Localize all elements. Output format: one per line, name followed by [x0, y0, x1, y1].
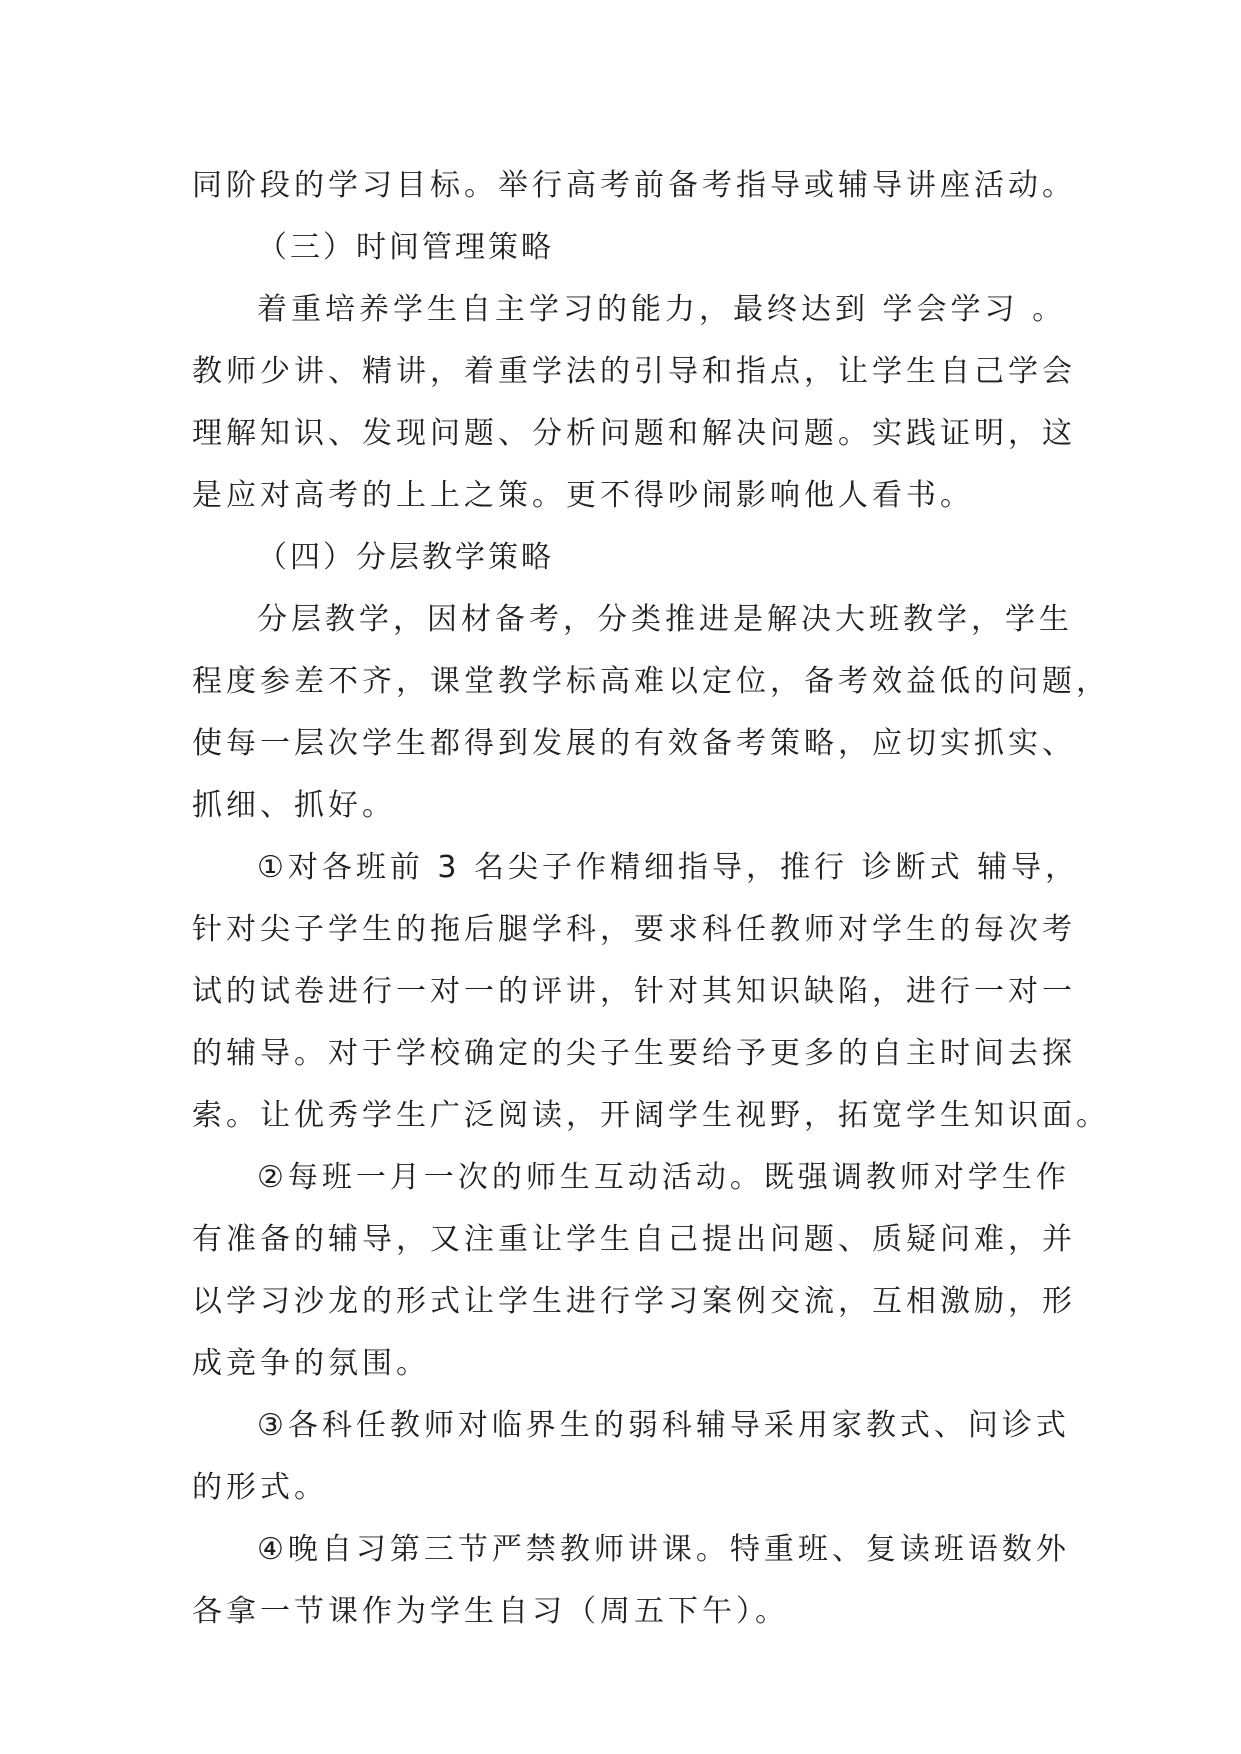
text-line: 成竞争的氛围。	[192, 1346, 430, 1381]
text-line: 使每一层次学生都得到发展的有效备考策略，应切实抓实、	[192, 726, 1076, 761]
text-line: 分层教学，因材备考，分类推进是解决大班教学，学生	[257, 602, 1073, 637]
text-line: 教师少讲、精讲，着重学法的引导和指点，让学生自己学会	[192, 354, 1076, 389]
text-line: 的形式。	[192, 1470, 328, 1505]
text-line: 试的试卷进行一对一的评讲，针对其知识缺陷，进行一对一	[192, 974, 1076, 1009]
text-line: 各拿一节课作为学生自习（周五下午）。	[192, 1594, 789, 1629]
text-line: 理解知识、发现问题、分析问题和解决问题。实践证明，这	[192, 416, 1076, 451]
text-line: 的辅导。对于学校确定的尖子生要给予更多的自主时间去探	[192, 1036, 1076, 1071]
text-line: ②每班一月一次的师生互动活动。既强调教师对学生作	[257, 1160, 1070, 1195]
text-line: 以学习沙龙的形式让学生进行学习案例交流，互相激励，形	[192, 1284, 1076, 1319]
text-line: ①对各班前 3 名尖子作精细指导，推行 诊断式 辅导，	[257, 850, 1080, 885]
text-line: 程度参差不齐，课堂教学标高难以定位，备考效益低的问题，	[192, 664, 1110, 699]
text-line: 有准备的辅导，又注重让学生自己提出问题、质疑问难，并	[192, 1222, 1076, 1257]
text-line: 抓细、抓好。	[192, 788, 396, 823]
text-line: 是应对高考的上上之策。更不得吵闹影响他人看书。	[192, 478, 974, 513]
text-line: 着重培养学生自主学习的能力，最终达到 学会学习 。	[257, 292, 1067, 327]
text-line: ③各科任教师对临界生的弱科辅导采用家教式、问诊式	[257, 1408, 1070, 1443]
section-heading: （四）分层教学策略	[257, 540, 554, 575]
text-line: 同阶段的学习目标。举行高考前备考指导或辅导讲座活动。	[192, 168, 1076, 203]
section-heading: （三）时间管理策略	[257, 230, 554, 265]
text-line: ④晚自习第三节严禁教师讲课。特重班、复读班语数外	[257, 1532, 1070, 1567]
text-line: 索。让优秀学生广泛阅读，开阔学生视野，拓宽学生知识面。	[192, 1098, 1110, 1133]
text-line: 针对尖子学生的拖后腿学科，要求科任教师对学生的每次考	[192, 912, 1076, 947]
